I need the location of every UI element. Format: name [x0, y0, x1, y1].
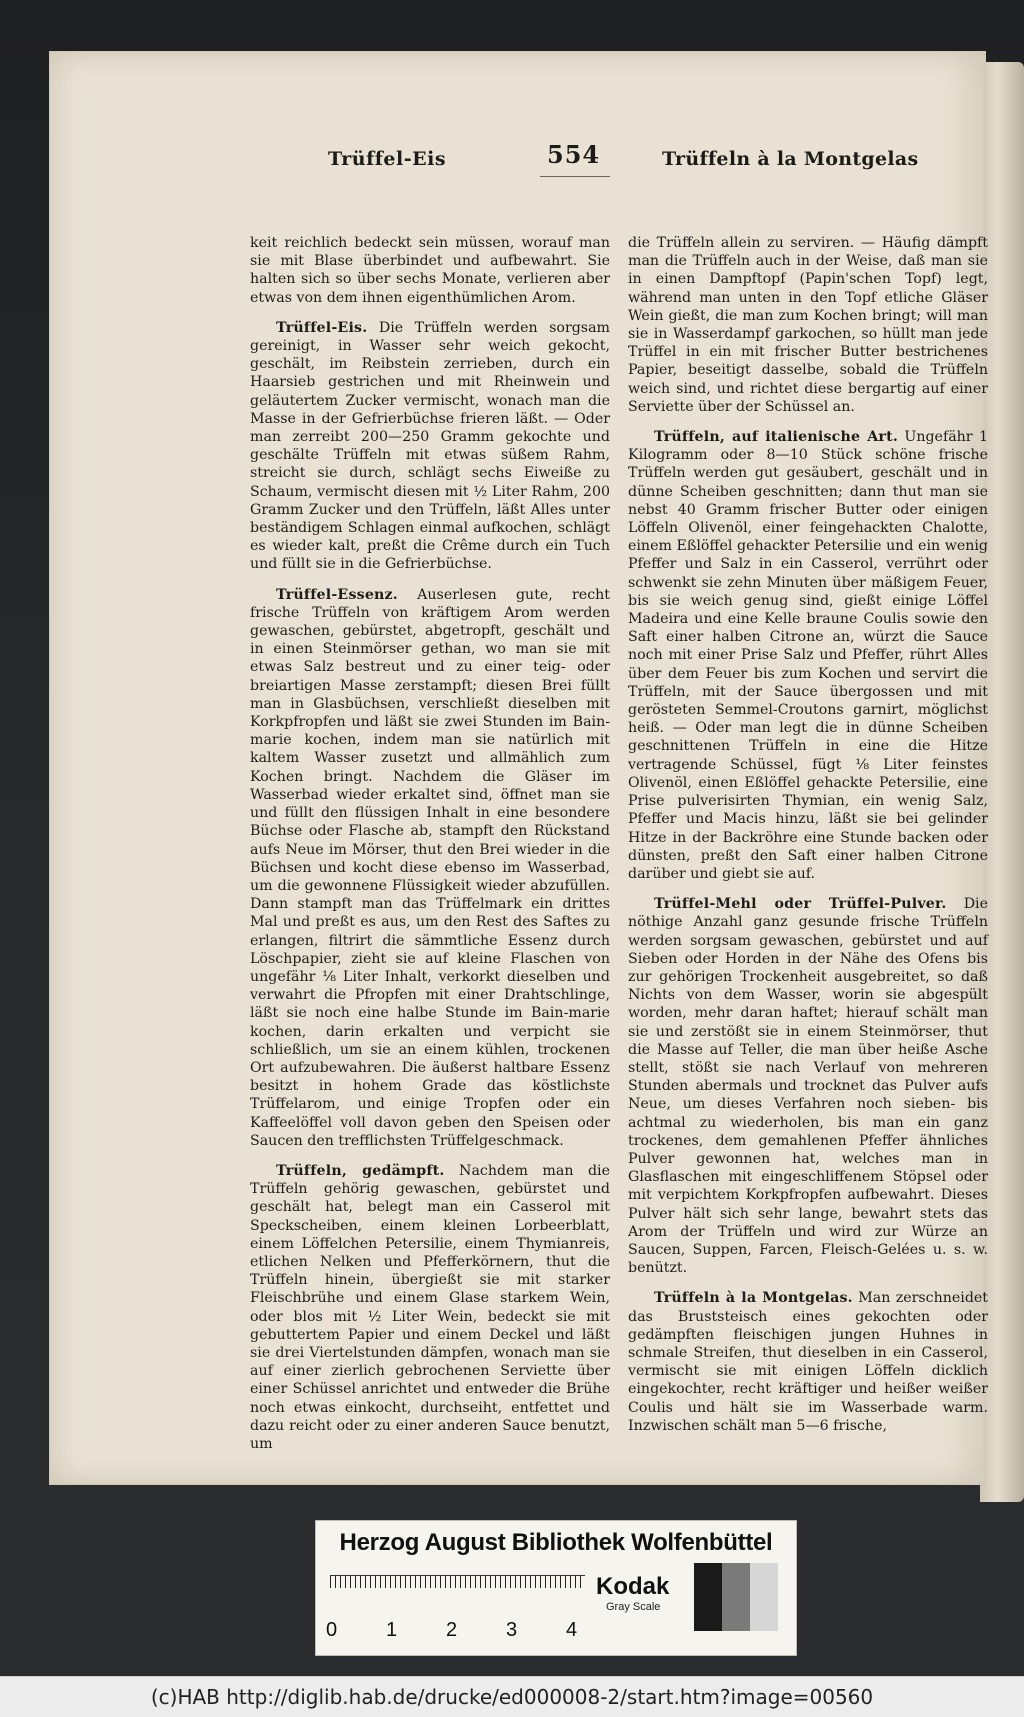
gray-swatch-mid	[722, 1563, 750, 1631]
paragraph	[250, 234, 610, 307]
entry-text: Nachdem man die Trüffeln gehörig gewaschen, gebürstet und geschält hat, belegt man ein Casserol mit Speckscheiben, einem kleinen Lorbeerblatt, einem Löffelchen Petersilie, einem Thymianreis, etlichen Nelken und Pfefferkörnern, thut die Trüffeln hinein, übergießt sie mit starker Fleischbrühe und einem Glase starkem Wein, oder blos mit ½ Liter Wein, bedeckt sie mit gebuttertem Papier und einem Deckel und läßt sie drei Viertelstunden dämpfen, wonach man sie auf einer zierlich gebrochenen Serviette über einer Schüssel anrichtet und entweder die Brühe noch etwas einkocht, durchseiht, entfettet und dazu reicht oder zu einer anderen Sauce benutzt, um	[250, 1162, 610, 1452]
running-title-left: Trüffel-Eis	[328, 148, 447, 170]
paragraph	[250, 319, 610, 574]
paragraph	[250, 1162, 610, 1453]
library-name: Herzog August Bibliothek Wolfenbüttel	[339, 1529, 773, 1556]
gray-swatch-light	[750, 1563, 778, 1631]
entry-text: Die Trüffeln werden sorgsam gereinigt, in Wasser sehr weich gekocht, geschält, im Reibstein zerrieben, durch ein Haarsieb gestrichen und mit Rheinwein und geläutertem Zucker vermischt, wonach man die Masse in der Gefrierbüchse frieren läßt. — Oder man zerreibt 200—250 Gramm gekochte und geschälte Trüffeln mit etwas süßem Rahm, streicht sie durch, schlägt sechs Eiweiße zu Schaum, vermischt diesen mit ½ Liter Rahm, 200 Gramm Zucker und den Trüffeln, läßt Alles unter beständigem Schlagen einmal aufkochen, schlägt es wieder kalt, preßt die Crême durch ein Tuch und füllt sie in die Gefrierbüchse.	[250, 319, 610, 573]
entry-text: Man zerschneidet das Bruststeisch eines gekochten oder gedämpften fleischigen jungen Huhnes in schmale Streifen, thut dieselben in ein Casserol, vermischt sie mit einigen Löffeln dicklich eingekochter, recht kräftiger und heißer weißer Coulis und hält sie im Wasserbade warm. Inzwischen schält man 5—6 frische,	[628, 1290, 989, 1434]
footer-copyright-link[interactable]: (c)HAB http://diglib.hab.de/drucke/ed000008-2/start.htm?image=00560	[150, 1685, 874, 1709]
gray-swatch-dark	[694, 1563, 722, 1631]
entry-heading: Trüffel-Eis.	[276, 319, 368, 336]
page-content	[200, 134, 989, 1452]
text-column-left	[250, 234, 610, 1465]
entry-text: Ungefähr 1 Kilogramm oder 8—10 Stück schöne frische Trüffeln werden gut gesäubert, geschält und in dünne Scheiben geschnitten; dann thut man sie nebst 40 Gramm frischer Butter oder einigen Löffeln Olivenöl, einer feingehackten Chalotte, einem Eßlöffel gehackter Petersilie und ein wenig Pfeffer und Salz in ein Casserol, verrührt oder schwenkt sie zehn Minuten über mäßigem Feuer, bis sie weich genug sind, gießt einige Löffel Madeira und eine Kelle braune Coulis sowie den Saft einer halben Citrone an, würzt die Sauce noch mit einer Prise Salz und Pfeffer, rührt Alles über dem Feuer bis zum Kochen und servirt die Trüffeln, mit der Sauce übergossen und mit gerösteten Semmel-Croutons garnirt, möglichst heiß. — Oder man legt die in dünne Scheiben geschnittenen Trüffeln in eine die Hitze vertragende Schüssel, fügt ⅛ Liter feinstes Olivenöl, einen Eßlöffel gehackte Petersilie, eine Prise pulverisirten Thymian, ein wenig Salz, Pfeffer und Macis hinzu, läßt sie bei gelinder Hitze in der Backröhre eine Stunde backen oder dünsten, preßt den Saft einer halben Citrone darüber und giebt sie auf.	[628, 429, 988, 882]
paragraph	[628, 234, 988, 416]
ruler-scale-labels	[326, 1619, 606, 1645]
kodak-logo: Kodak	[596, 1573, 670, 1600]
page-number: 554	[547, 140, 601, 169]
library-color-card	[315, 1520, 797, 1656]
ruler-number: 2	[446, 1619, 458, 1641]
book-page	[50, 52, 989, 1484]
entry-heading: Trüffeln, auf italienische Art.	[654, 429, 898, 446]
ruler-number: 3	[506, 1619, 518, 1641]
text-column-right	[628, 234, 988, 1447]
footer-bar	[0, 1676, 1024, 1717]
entry-text: keit reichlich bedeckt sein müssen, worauf man sie mit Blase überbindet und aufbewahrt. Sie halten sich so über sechs Monate, verlieren aber etwas von dem ihnen eigenthümlichen Arom.	[250, 235, 610, 306]
running-title-right: Trüffeln à la Montgelas	[662, 148, 919, 170]
header-rule	[540, 176, 610, 177]
gray-scale-label: Gray Scale	[606, 1601, 661, 1613]
paragraph	[250, 586, 610, 1150]
measurement-ruler	[330, 1575, 585, 1616]
ruler-number: 0	[326, 1619, 338, 1641]
entry-text: Die nöthige Anzahl ganz gesunde frische Trüffeln werden sorgsam gewaschen, gebürstet und auf Sieben oder Horden in der Nähe des Ofens bis zur gehörigen Trockenheit ausgebreitet, so daß Nichts von dem Wasser, worin sie abgespült worden, mehr daran haftet; hierauf schält man sie und zerstößt sie in einem Steinmörser, thut die Masse auf Teller, die man über heiße Asche stellt, stößt sie nach Verlauf von mehreren Stunden abermals und trocknet das Pulver aufs Neue, um dieses Verfahren noch sieben- bis achtmal zu wiederholen, bis man ein ganz trockenes, dem gemahlenen Pfeffer ähnliches Pulver gewonnen hat, welches man in Glasflaschen mit eingeschliffenem Stöpsel oder mit verpichtem Korkpfropfen aufbewahrt. Dieses Pulver hält sich sehr lange, bewahrt stets das Arom der Trüffeln und wird zur Würze an Saucen, Suppen, Farcen, Fleisch-Gelées u. s. w. benützt.	[628, 896, 988, 1277]
entry-text: die Trüffeln allein zu serviren. — Häufig dämpft man die Trüffeln auch in der Weise, daß man sie in einen Dampftopf (Papin'schen Topf) legt, während man unten in den Topf etliche Gläser Wein gießt, die man zum Kochen bringt; will man sie in Wasserdampf garkochen, so hüllt man jede Trüffel in ein mit frischer Butter bestrichenes Papier, beseitigt dasselbe, sobald die Trüffeln weich sind, und richtet diese bergartig auf einer Serviette über der Schüssel an.	[628, 235, 988, 415]
ruler-number: 4	[566, 1619, 578, 1641]
entry-heading: Trüffel-Mehl oder Trüffel-Pulver.	[654, 896, 947, 913]
entry-heading: Trüffeln à la Montgelas.	[654, 1290, 853, 1307]
entry-heading: Trüffeln, gedämpft.	[276, 1162, 445, 1179]
paragraph	[628, 428, 988, 883]
ruler-number: 1	[386, 1619, 398, 1641]
paragraph	[628, 895, 988, 1277]
paragraph	[628, 1289, 988, 1435]
entry-text: Auserlesen gute, recht frische Trüffeln von kräftigem Arom werden gewaschen, gebürstet, abgetropft, geschält und in einen Steinmörser gethan, wo man sie mit etwas Salz bestreut und zu einer teig- oder breiartigen Masse zerstampft; diesen Brei füllt man in Glasbüchsen, verschließt dieselben mit Korkpfropfen und läßt sie zwei Stunden im Bain-marie kochen, indem man sie natürlich mit kaltem Wasser zusetzt und allmählich zum Kochen bringt. Nachdem die Gläser im Wasserbad wieder erkaltet sind, öffnet man sie und füllt den flüssigen Inhalt in eine besondere Büchse oder Flasche ab, stampft den Rückstand aufs Neue im Mörser, thut den Brei wieder in die Büchsen und kocht diese ebenso im Wasserbad, um die gewonnene Flüssigkeit wieder abzufüllen. Dann stampft man das Trüffelmark ein drittes Mal und preßt es aus, um den Rest des Saftes zu erlangen, filtrirt die sämmtliche Essenz durch Löschpapier, zieht sie auf kleine Flaschen von ungefähr ⅛ Liter Inhalt, verkorkt dieselben und verwahrt die Pfropfen mit einer Drahtschlinge, läßt sie noch eine halbe Stunde im Bain-marie kochen, darin erkalten und verpicht sie schließlich, um sie an einem kühlen, trockenen Ort aufzubewahren. Die äußerst haltbare Essenz besitzt in hohem Grade das köstlichste Trüffelarom, und einige Tropfen oder ein Kaffeelöffel voll davon geben den Speisen oder Saucen den trefflichsten Trüffelgeschmack.	[250, 586, 610, 1149]
running-header	[200, 134, 976, 174]
entry-heading: Trüffel-Essenz.	[276, 586, 398, 603]
